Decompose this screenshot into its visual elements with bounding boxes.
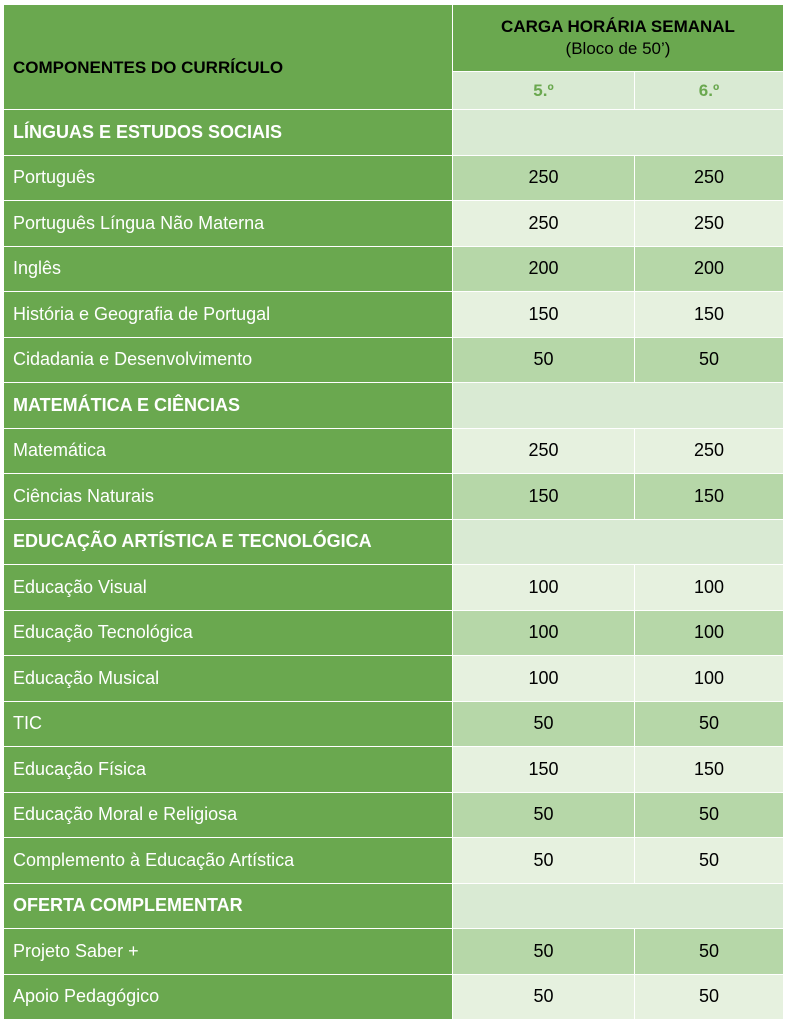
grade-6-hours: 150 [635,747,784,793]
components-header: COMPONENTES DO CURRÍCULO [4,5,453,110]
subject-row [4,838,784,884]
grade-5-hours: 50 [453,838,635,884]
subject-label: História e Geografia de Portugal [4,292,453,338]
subject-label: Cidadania e Desenvolvimento [4,337,453,383]
subject-label: Português [4,155,453,201]
section-fill-cell [453,883,784,929]
grade-6-hours: 50 [635,792,784,838]
grade-5-hours: 250 [453,201,635,247]
grade-5-hours: 250 [453,155,635,201]
workload-header [453,5,784,72]
section-fill-cell [453,110,784,156]
section-row [4,110,784,156]
grade-6-hours: 150 [635,474,784,520]
section-row [4,883,784,929]
grade-5-hours: 50 [453,974,635,1020]
grade-6-hours: 150 [635,292,784,338]
grade-5-hours: 150 [453,747,635,793]
subject-label: Inglês [4,246,453,292]
grade-6-hours: 100 [635,610,784,656]
subject-label: Educação Visual [4,565,453,611]
workload-title: CARGA HORÁRIA SEMANAL [501,17,735,36]
subject-label: Apoio Pedagógico [4,974,453,1020]
subject-label: Educação Física [4,747,453,793]
section-row [4,383,784,429]
grade-6-hours: 250 [635,155,784,201]
subject-label: Projeto Saber + [4,929,453,975]
grade-5-hours: 50 [453,929,635,975]
section-fill-cell [453,519,784,565]
grade-6-hours: 50 [635,701,784,747]
subject-label: Matemática [4,428,453,474]
subject-row [4,792,784,838]
subject-label: Educação Moral e Religiosa [4,792,453,838]
section-row [4,519,784,565]
grade-5-hours: 250 [453,428,635,474]
subject-row [4,701,784,747]
grade-6-hours: 50 [635,974,784,1020]
subject-row [4,337,784,383]
subject-label: Educação Musical [4,656,453,702]
section-title: MATEMÁTICA E CIÊNCIAS [4,383,453,429]
grade-5-hours: 100 [453,656,635,702]
grade-6-header: 6.º [635,72,784,110]
grade-5-header: 5.º [453,72,635,110]
subject-row [4,656,784,702]
grade-5-hours: 100 [453,610,635,656]
subject-row [4,155,784,201]
grade-5-hours: 50 [453,337,635,383]
subject-row [4,474,784,520]
subject-row [4,747,784,793]
section-title: EDUCAÇÃO ARTÍSTICA E TECNOLÓGICA [4,519,453,565]
section-title: LÍNGUAS E ESTUDOS SOCIAIS [4,110,453,156]
subject-label: TIC [4,701,453,747]
subject-label: Educação Tecnológica [4,610,453,656]
subject-row [4,292,784,338]
subject-label: Complemento à Educação Artística [4,838,453,884]
subject-label: Ciências Naturais [4,474,453,520]
grade-5-hours: 150 [453,474,635,520]
grade-6-hours: 200 [635,246,784,292]
curriculum-table-body [4,5,784,1020]
grade-5-hours: 150 [453,292,635,338]
header-row [4,5,784,72]
subject-label: Português Língua Não Materna [4,201,453,247]
subject-row [4,929,784,975]
subject-row [4,565,784,611]
section-title: OFERTA COMPLEMENTAR [4,883,453,929]
grade-6-hours: 50 [635,929,784,975]
grade-5-hours: 100 [453,565,635,611]
section-fill-cell [453,383,784,429]
grade-6-hours: 50 [635,838,784,884]
grade-6-hours: 100 [635,565,784,611]
subject-row [4,610,784,656]
grade-5-hours: 50 [453,701,635,747]
subject-row [4,201,784,247]
grade-6-hours: 50 [635,337,784,383]
grade-6-hours: 250 [635,201,784,247]
curriculum-table [3,4,784,1020]
grade-6-hours: 100 [635,656,784,702]
grade-5-hours: 200 [453,246,635,292]
workload-subtitle: (Bloco de 50’) [565,39,671,58]
subject-row [4,974,784,1020]
subject-row [4,246,784,292]
grade-6-hours: 250 [635,428,784,474]
grade-5-hours: 50 [453,792,635,838]
subject-row [4,428,784,474]
